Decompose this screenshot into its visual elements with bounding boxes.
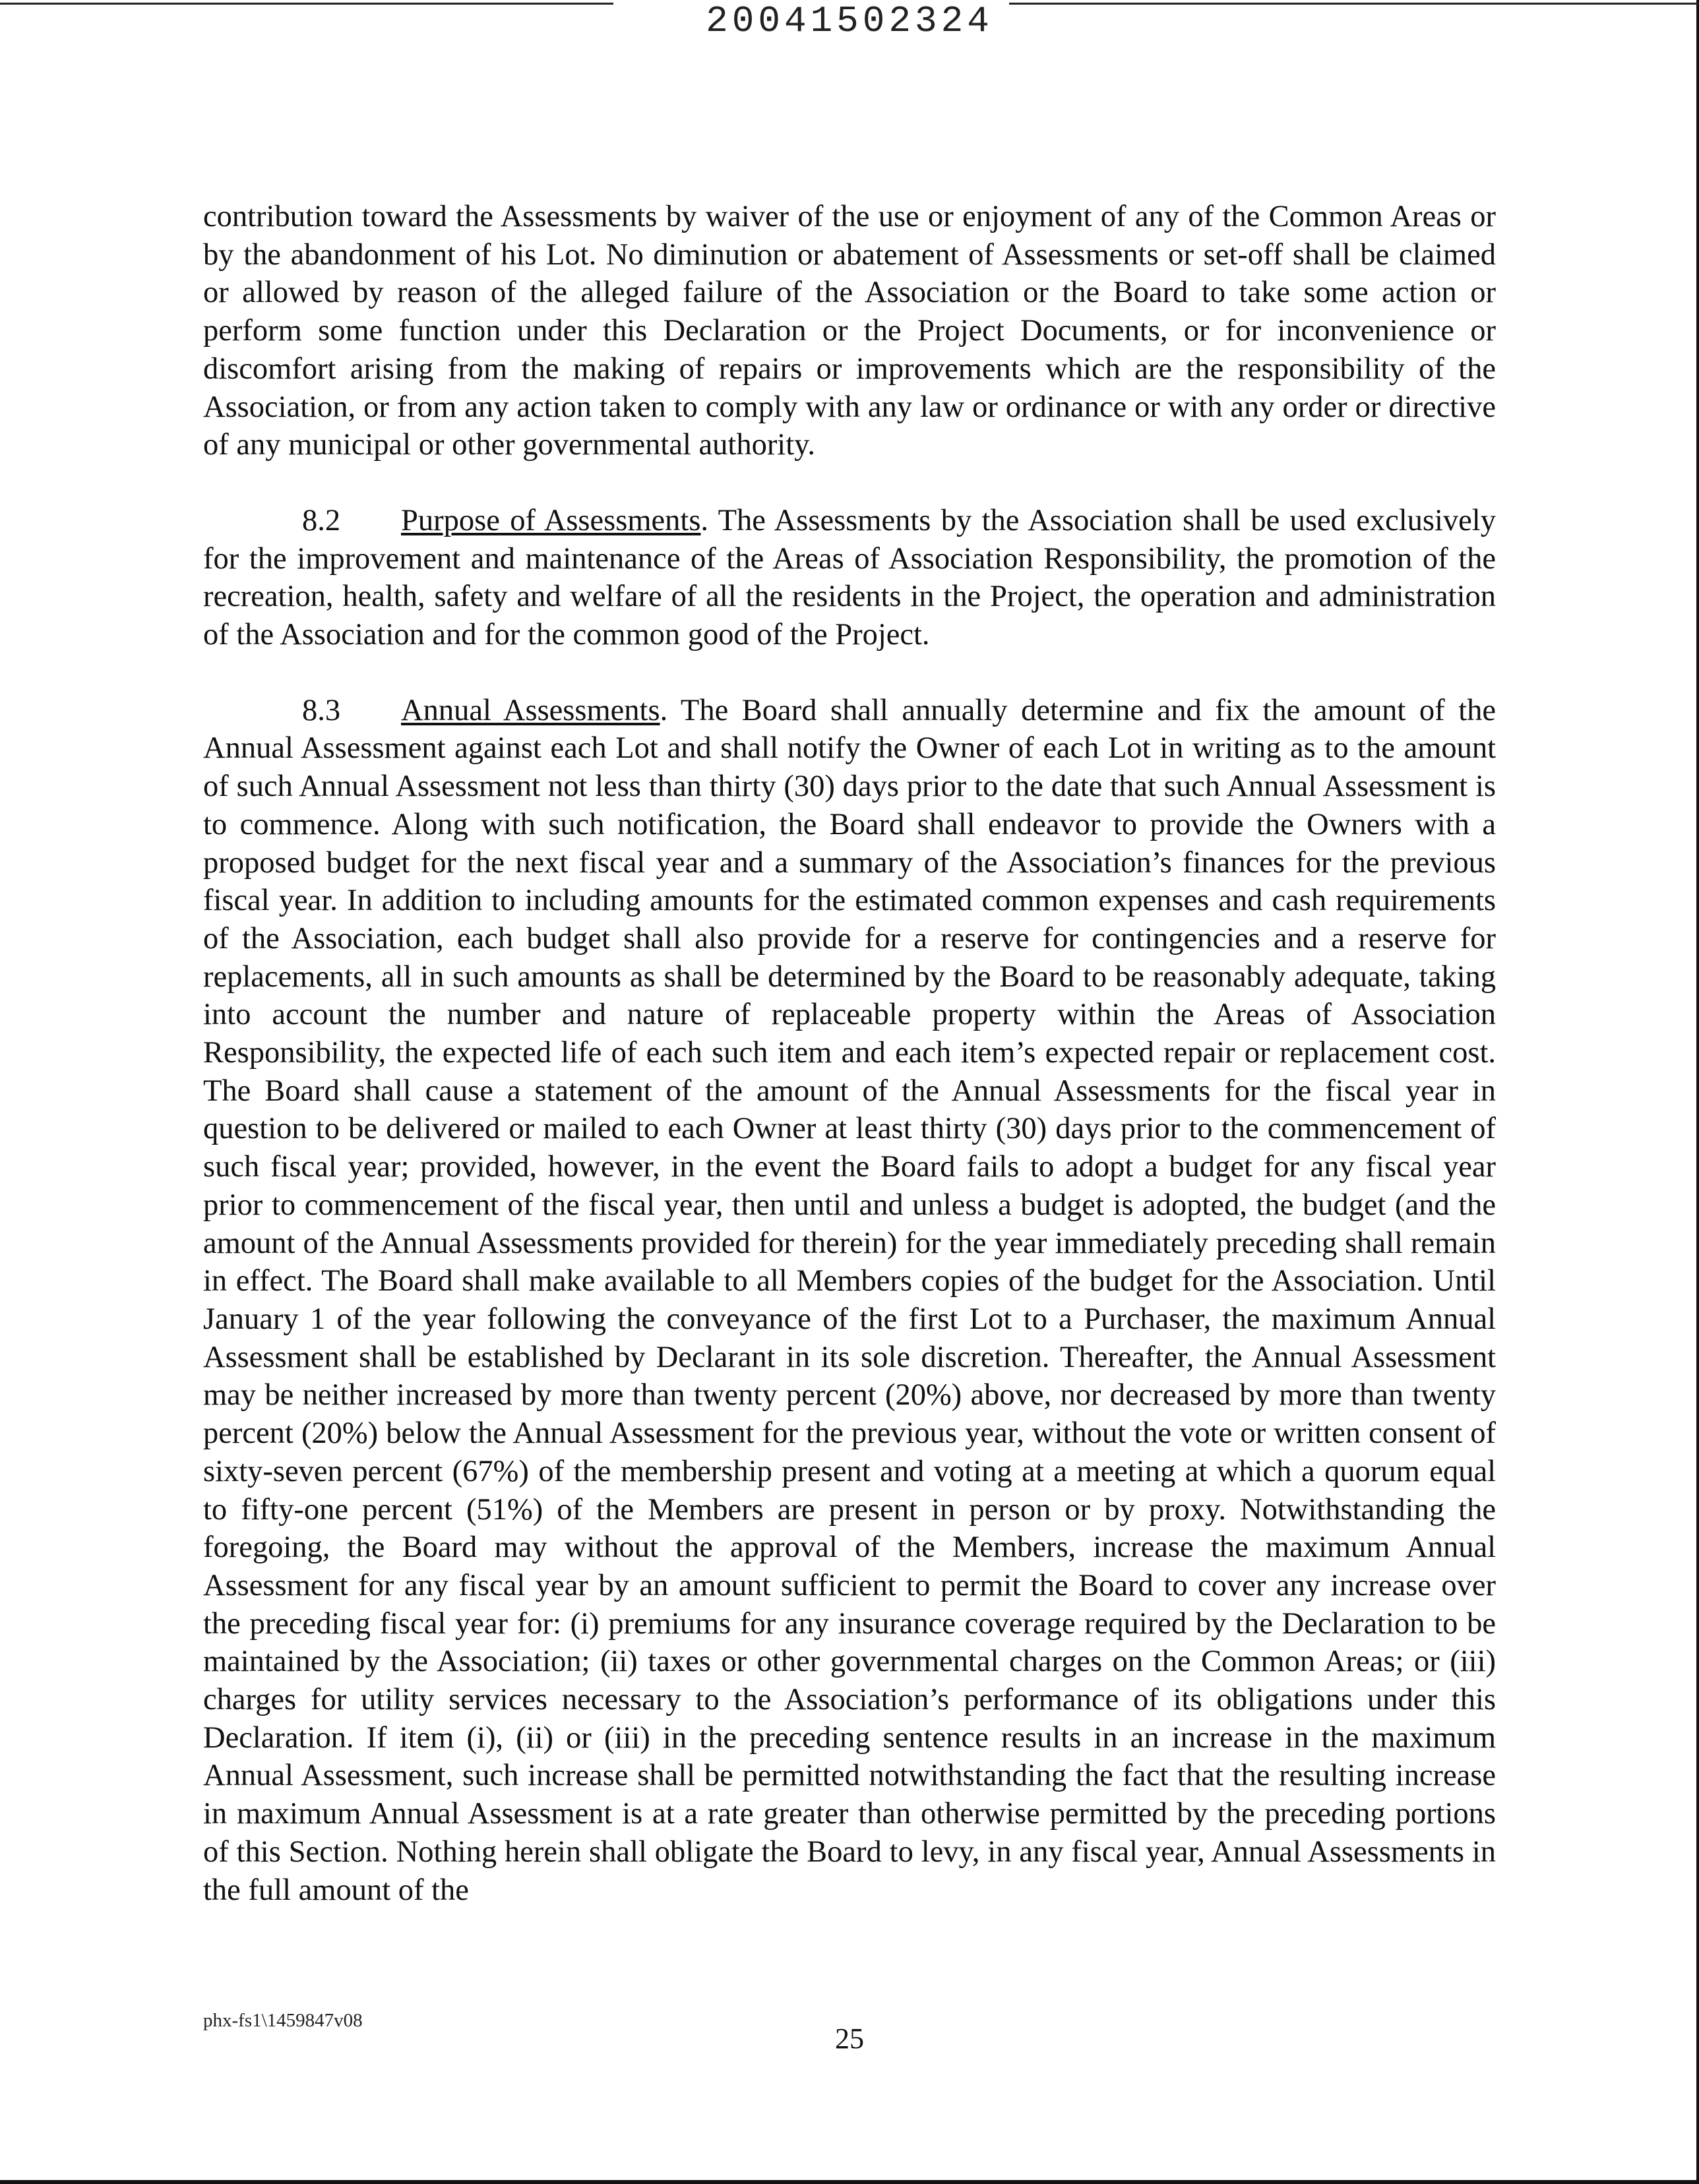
section-8-2: [203, 502, 1496, 654]
section-8-3-text: . The Board shall annually determine and fix the amount of the Annual Assessment against each Lot and shall notify the Owner of each Lot in writing as to the amount of such Annual Assessment not less than thirty (30) days prior to the date that such Annual Assessment is to commence. Along with such notification, the Board shall endeavor to provide the Owners with a proposed budget for the next fiscal year and a summary of the Association’s finances for the previous fiscal year. In addition to including amounts for the estimated common expenses and cash requirements of the Association, each budget shall also provide for a reserve for contingencies and a reserve for replacements, all in such amounts as shall be determined by the Board to be reasonably adequate, taking into account the number and nature of replaceable property within the Areas of Association Responsibility, the expected life of each such item and each item’s expected repair or replacement cost. The Board shall cause a statement of the amount of the Annual Assessments for the fiscal year in question to be delivered or mailed to each Owner at least thirty (30) days prior to the commencement of such fiscal year; provided, however, in the event the Board fails to adopt a budget for any fiscal year prior to commencement of the fiscal year, then until and unless a budget is adopted, the budget (and the amount of the Annual Assessments provided for therein) for the year immediately preceding shall remain in effect. The Board shall make available to all Members copies of the budget for the Association. Until January 1 of the year following the conveyance of the first Lot to a Purchaser, the maximum Annual Assessment shall be established by Declarant in its sole discretion. Thereafter, the Annual Assessment may be neither increased by more than twenty percent (20%) above, nor decreased by more than twenty percent (20%) below the Annual Assessment for the previous year, without the vote or written consent of sixty-seven percent (67%) of the membership present and voting at a meeting at which a quorum equal to fifty-one percent (51%) of the Members are present in person or by proxy. Notwithstanding the foregoing, the Board may without the approval of the Members, increase the maximum Annual Assessment for any fiscal year by an amount sufficient to permit the Board to cover any increase over the preceding fiscal year for: (i) premiums for any insurance coverage required by the Declaration to be maintained by the Association; (ii) taxes or other governmental charges on the Common Areas; or (iii) charges for utility services necessary to the Association’s performance of its obligations under this Declaration. If item (i), (ii) or (iii) in the preceding sentence results in an increase in the maximum Annual Assessment, such increase shall be permitted notwithstanding the fact that the resulting increase in maximum Annual Assessment is at a rate greater than otherwise permitted by the preceding portions of this Section. Nothing herein shall obligate the Board to levy, in any fiscal year, Annual Assessments in the full amount of the: [203, 693, 1497, 1907]
document-body: [203, 198, 1496, 1909]
footer-document-id: phx-fs1\1459847v08: [203, 2010, 363, 2031]
page-number: 25: [835, 2022, 864, 2055]
paragraph-continuation: contribution toward the Assessments by waiver of the use or enjoyment of any of the Common Areas or by the abandonment of his Lot. No diminution or abatement of Assessments or set-off shall be claimed or allowed by reason of the alleged failure of the Association or the Board to take some action or perform some function under this Declaration or the Project Documents, or for inconvenience or discomfort arising from the making of repairs or improvements which are the responsibility of the Association, or from any action taken to comply with any law or ordinance or with any order or directive of any municipal or other governmental authority.: [203, 200, 1496, 462]
section-8-3: [203, 692, 1496, 1910]
section-8-3-number: 8.3: [302, 693, 341, 727]
section-8-2-number: 8.2: [302, 503, 341, 537]
section-8-2-title: Purpose of Assessments: [401, 503, 701, 537]
section-8-2-text: . The Assessments by the Association shall be used exclusively for the improvement and maintenance of the Areas of Association Responsibility, the promotion of the recreation, health, safety and welfare of all the residents in the Project, the operation and administration of the Association and for the common good of the Project.: [203, 503, 1496, 652]
section-8-3-title: Annual Assessments: [401, 693, 660, 727]
document-number: 20041502324: [706, 0, 993, 42]
